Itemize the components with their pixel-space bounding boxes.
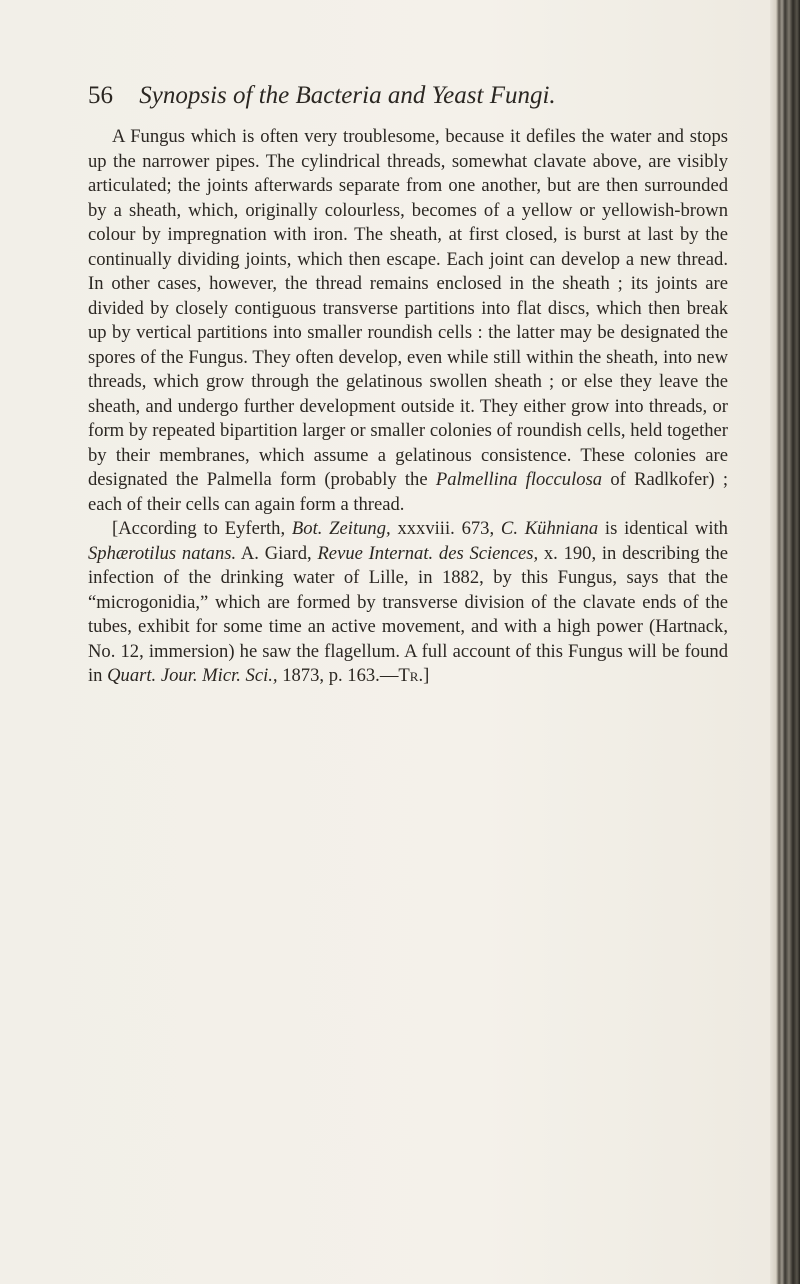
note-text-6: 1873, p. 163.— <box>277 665 399 686</box>
note-text-1: [According to Eyferth, <box>112 518 292 539</box>
note-text-5: x. 190, in describing the infection of the drinking water of Lille, in 1882, by this Fungus, says that the “microgonidia,” which are formed by transverse division of the clavate ends of the tubes, exhibit for some time an active movement, and with a high power (Hartnack, No. 12, immersion) he saw the flagellum. A full account of this Fungus will be found in <box>88 542 728 686</box>
species-name-sphaerotilus: Sphærotilus natans. <box>88 542 237 564</box>
running-title: Synopsis of the Bacteria and Yeast Fungi. <box>139 82 556 109</box>
book-edge <box>770 0 800 1284</box>
note-text-4: A. Giard, <box>236 542 318 564</box>
note-text-2: xxxviii. 673, <box>390 518 501 539</box>
paragraph-fungus-description <box>88 125 728 517</box>
paragraph-translator-note <box>88 517 728 689</box>
species-name-kuhniana: C. Kühniana <box>500 518 599 539</box>
citation-revue-internat: Revue Internat. des Sciences, <box>317 542 539 564</box>
page-number: 56 <box>88 82 113 109</box>
translator-mark: Tr.] <box>398 665 430 686</box>
body-text <box>88 125 728 689</box>
paragraph-1-end: of Radlkofer) ; each of their cells can again form a thread. <box>88 469 729 515</box>
note-text-3: is identical with <box>598 518 728 539</box>
species-name-palmellina: Palmellina flocculosa <box>435 469 603 490</box>
citation-bot-zeitung: Bot. Zeitung, <box>291 518 391 539</box>
paragraph-1-text: A Fungus which is often very troublesome, because it defiles the water and stops up the narrower pipes. The cylindrical threads, somewhat clavate above, are visibly articulated; the joints afterwards separate from one another, but are then surrounded by a sheath, which, originally colourless, becomes of a yellow or yellowish-brown colour by impregnation with iron. The sheath, at first closed, is burst at last by the continually dividing joints, which then escape. Each joint can develop a new thread. In other cases, however, the thread remains enclosed in the sheath ; its joints are divided by closely contiguous transverse partitions into flat discs, which then break up by vertical partitions into smaller roundish cells : the latter may be designated the spores of the Fungus. They often develop, even while still within the sheath, into new threads, which grow through the gelatinous swollen sheath ; or else they leave the sheath, and undergo further development outside it. They either grow into threads, or form by repeated bipartition larger or smaller colonies of roundish cells, held together by their membranes, which assume a gelatinous consistence. These colonies are designated the Palmella form (probably the <box>88 126 728 490</box>
citation-quart-jour: Quart. Jour. Micr. Sci., <box>107 665 278 686</box>
running-header <box>88 76 728 116</box>
